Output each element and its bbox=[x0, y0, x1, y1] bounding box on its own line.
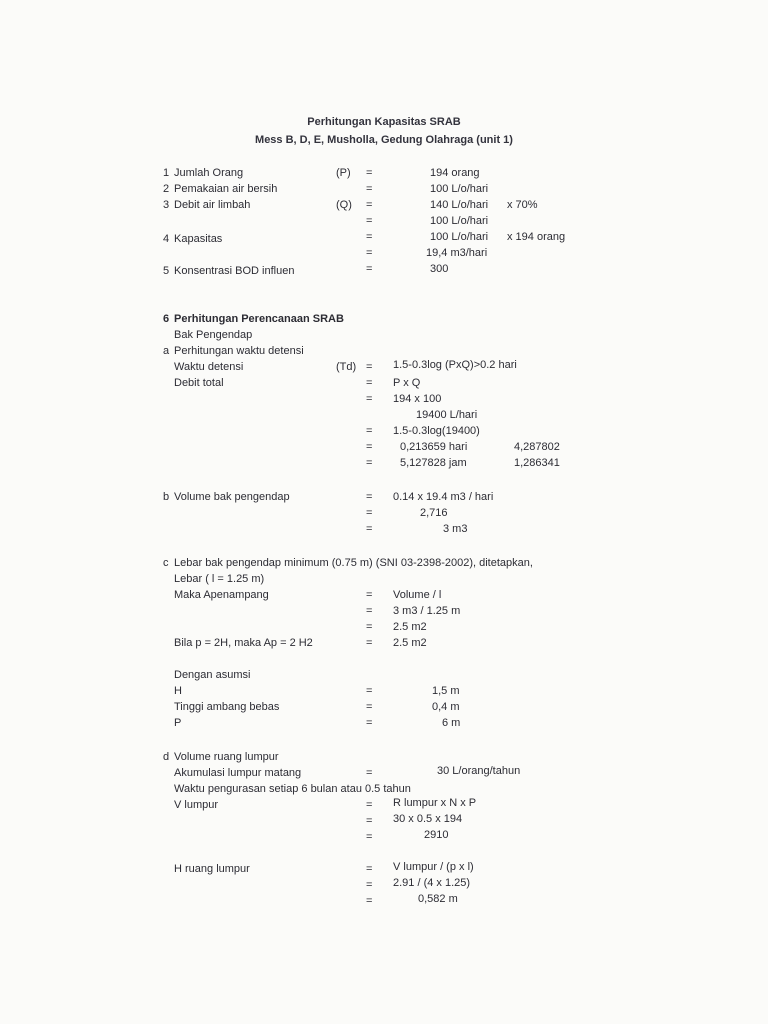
equals-sign: = bbox=[366, 605, 373, 617]
symbol: (Q) bbox=[336, 199, 352, 211]
row-label: Tinggi ambang bebas bbox=[174, 701, 280, 713]
row-label: Bila p = 2H, maka Ap = 2 H2 bbox=[174, 637, 313, 649]
row-value: 194 orang bbox=[430, 167, 480, 179]
row-label: Konsentrasi BOD influen bbox=[174, 265, 295, 277]
equals-sign: = bbox=[366, 441, 373, 453]
equals-sign: = bbox=[366, 491, 373, 503]
equals-sign: = bbox=[366, 717, 373, 729]
row-value: 30 L/orang/tahun bbox=[437, 765, 521, 777]
item-letter: b bbox=[163, 491, 170, 503]
equals-sign: = bbox=[366, 457, 373, 469]
row-label: H ruang lumpur bbox=[174, 863, 250, 875]
row-value: 30 x 0.5 x 194 bbox=[393, 813, 463, 825]
row-value: 19400 L/hari bbox=[416, 409, 478, 421]
row-value: 2910 bbox=[424, 829, 449, 841]
row-value: 19,4 m3/hari bbox=[426, 247, 488, 259]
row-value: 2.5 m2 bbox=[393, 637, 427, 649]
row-note: x 194 orang bbox=[507, 231, 566, 243]
equals-sign: = bbox=[366, 815, 373, 827]
row-value: V lumpur / (p x l) bbox=[393, 861, 474, 873]
equals-sign: = bbox=[366, 621, 373, 633]
document-title: Perhitungan Kapasitas SRAB bbox=[307, 116, 461, 128]
equals-sign: = bbox=[366, 685, 373, 697]
row-value: 194 x 100 bbox=[393, 393, 442, 405]
row-label: Kapasitas bbox=[174, 233, 223, 245]
equals-sign: = bbox=[366, 879, 373, 891]
row-value: 140 L/o/hari bbox=[430, 199, 489, 211]
row-label: Jumlah Orang bbox=[174, 167, 244, 179]
row-side-value: 1,286341 bbox=[514, 457, 560, 469]
row-value: 1.5-0.3log (PxQ)>0.2 hari bbox=[393, 359, 517, 371]
row-value: 0,4 m bbox=[432, 701, 460, 713]
paragraph-line: Waktu pengurasan setiap 6 bulan atau 0.5 tahun bbox=[174, 783, 411, 795]
row-label: Debit air limbah bbox=[174, 199, 251, 211]
item-number: 1 bbox=[163, 167, 170, 179]
row-label: H bbox=[174, 685, 182, 697]
equals-sign: = bbox=[366, 361, 373, 373]
equals-sign: = bbox=[366, 701, 373, 713]
equals-sign: = bbox=[366, 425, 373, 437]
equals-sign: = bbox=[366, 589, 373, 601]
subheading: Bak Pengendap bbox=[174, 329, 253, 341]
row-value: 100 L/o/hari bbox=[430, 183, 489, 195]
paragraph-line: Lebar bak pengendap minimum (0.75 m) (SNI 03-2398-2002), ditetapkan, bbox=[174, 557, 533, 569]
item-letter: d bbox=[163, 751, 170, 763]
row-label: Pemakaian air bersih bbox=[174, 183, 278, 195]
row-value: 3 m3 bbox=[443, 523, 468, 535]
row-value: R lumpur x N x P bbox=[393, 797, 477, 809]
equals-sign: = bbox=[366, 263, 373, 275]
row-label: Debit total bbox=[174, 377, 224, 389]
subsection-heading: Perhitungan waktu detensi bbox=[174, 345, 304, 357]
row-value: 0.14 x 19.4 m3 / hari bbox=[393, 491, 494, 503]
equals-sign: = bbox=[366, 393, 373, 405]
equals-sign: = bbox=[366, 231, 373, 243]
item-letter: c bbox=[163, 557, 169, 569]
row-label: Waktu detensi bbox=[174, 361, 244, 373]
row-value: 0,582 m bbox=[418, 893, 458, 905]
row-label: P bbox=[174, 717, 182, 729]
section-heading: Perhitungan Perencanaan SRAB bbox=[174, 313, 344, 325]
paragraph-line: Lebar ( l = 1.25 m) bbox=[174, 573, 265, 585]
equals-sign: = bbox=[366, 831, 373, 843]
equals-sign: = bbox=[366, 799, 373, 811]
equals-sign: = bbox=[366, 167, 373, 179]
row-label: Maka Apenampang bbox=[174, 589, 269, 601]
row-side-value: 4,287802 bbox=[514, 441, 560, 453]
item-letter: a bbox=[163, 345, 170, 357]
row-label: V lumpur bbox=[174, 799, 219, 811]
paragraph-line: Dengan asumsi bbox=[174, 669, 251, 681]
equals-sign: = bbox=[366, 215, 373, 227]
row-value: 0,213659 hari bbox=[400, 441, 468, 453]
equals-sign: = bbox=[366, 377, 373, 389]
row-label: Akumulasi lumpur matang bbox=[174, 767, 302, 779]
item-number: 4 bbox=[163, 233, 170, 245]
row-value: 300 bbox=[430, 263, 449, 275]
row-value: 2,716 bbox=[420, 507, 448, 519]
row-value: 100 L/o/hari bbox=[430, 231, 489, 243]
equals-sign: = bbox=[366, 863, 373, 875]
row-value: 1,5 m bbox=[432, 685, 460, 697]
row-value: Volume / l bbox=[393, 589, 442, 601]
item-number: 3 bbox=[163, 199, 170, 211]
subsection-heading: Volume ruang lumpur bbox=[174, 751, 279, 763]
row-label: Volume bak pengendap bbox=[174, 491, 290, 503]
equals-sign: = bbox=[366, 523, 373, 535]
document-subtitle: Mess B, D, E, Musholla, Gedung Olahraga (unit 1) bbox=[255, 134, 513, 146]
equals-sign: = bbox=[366, 767, 373, 779]
row-value: 1.5-0.3log(19400) bbox=[393, 425, 480, 437]
item-number: 5 bbox=[163, 265, 170, 277]
row-value: P x Q bbox=[393, 377, 421, 389]
equals-sign: = bbox=[366, 637, 373, 649]
row-value: 2.5 m2 bbox=[393, 621, 427, 633]
equals-sign: = bbox=[366, 183, 373, 195]
equals-sign: = bbox=[366, 895, 373, 907]
row-value: 2.91 / (4 x 1.25) bbox=[393, 877, 471, 889]
row-value: 3 m3 / 1.25 m bbox=[393, 605, 461, 617]
row-value: 5,127828 jam bbox=[400, 457, 467, 469]
equals-sign: = bbox=[366, 247, 373, 259]
symbol: (Td) bbox=[336, 361, 357, 373]
equals-sign: = bbox=[366, 199, 373, 211]
row-value: 6 m bbox=[442, 717, 461, 729]
symbol: (P) bbox=[336, 167, 351, 179]
row-value: 100 L/o/hari bbox=[430, 215, 489, 227]
row-note: x 70% bbox=[507, 199, 538, 211]
item-number: 6 bbox=[163, 313, 170, 325]
equals-sign: = bbox=[366, 507, 373, 519]
item-number: 2 bbox=[163, 183, 170, 195]
